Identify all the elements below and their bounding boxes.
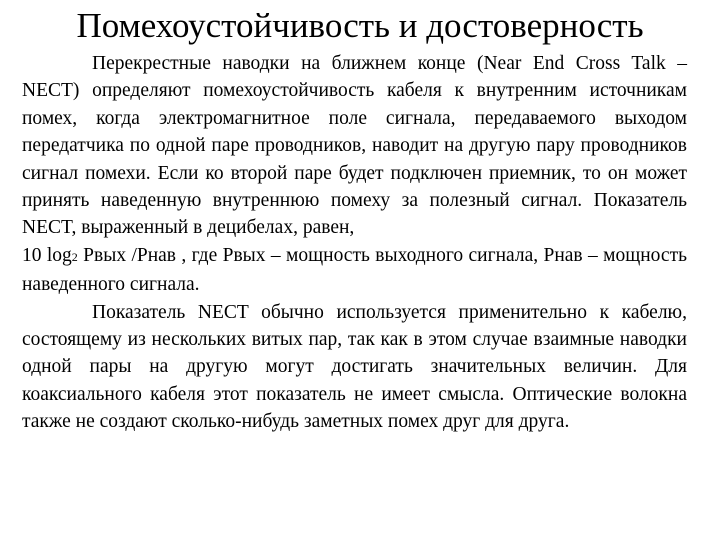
paragraph-nect-usage: Показатель NECT обычно используется применительно к кабелю, состоящему из нескольких витых пар, так как в этом случае взаимные наводки одной пары на другую могут достигать значительных величин. Для коаксиального кабеля этот показатель не имеет смысла. Оптические волокна также не создают сколько-нибудь заметных помех друг для друга.	[22, 301, 687, 433]
formula-prefix: 10 log	[22, 244, 72, 266]
formula-subscript: 2	[71, 249, 78, 264]
slide-title: Помехоустойчивость и достоверность	[76, 6, 644, 45]
slide-body	[22, 50, 687, 436]
paragraph-text: Перекрестные наводки на ближнем конце (Near End Cross Talk – NECT) определяют помехоустойчивость кабеля к внутренним источникам помех, когда электромагнитное поле сигнала, передаваемого выходом передатчика по одной паре проводников, наводит на другую пару проводников сигнал помехи. Если ко второй паре будет подключен приемник, то он может принять наведенную внутреннюю помеху за полезный сигнал. Показатель NECT, выраженный в децибелах, равен,	[22, 53, 687, 239]
paragraph-nect-definition	[22, 50, 687, 299]
formula-rest: Рвых /Рнав , где Рвых – мощность выходного сигнала, Рнав – мощность наведенного сигнала.	[22, 244, 687, 296]
